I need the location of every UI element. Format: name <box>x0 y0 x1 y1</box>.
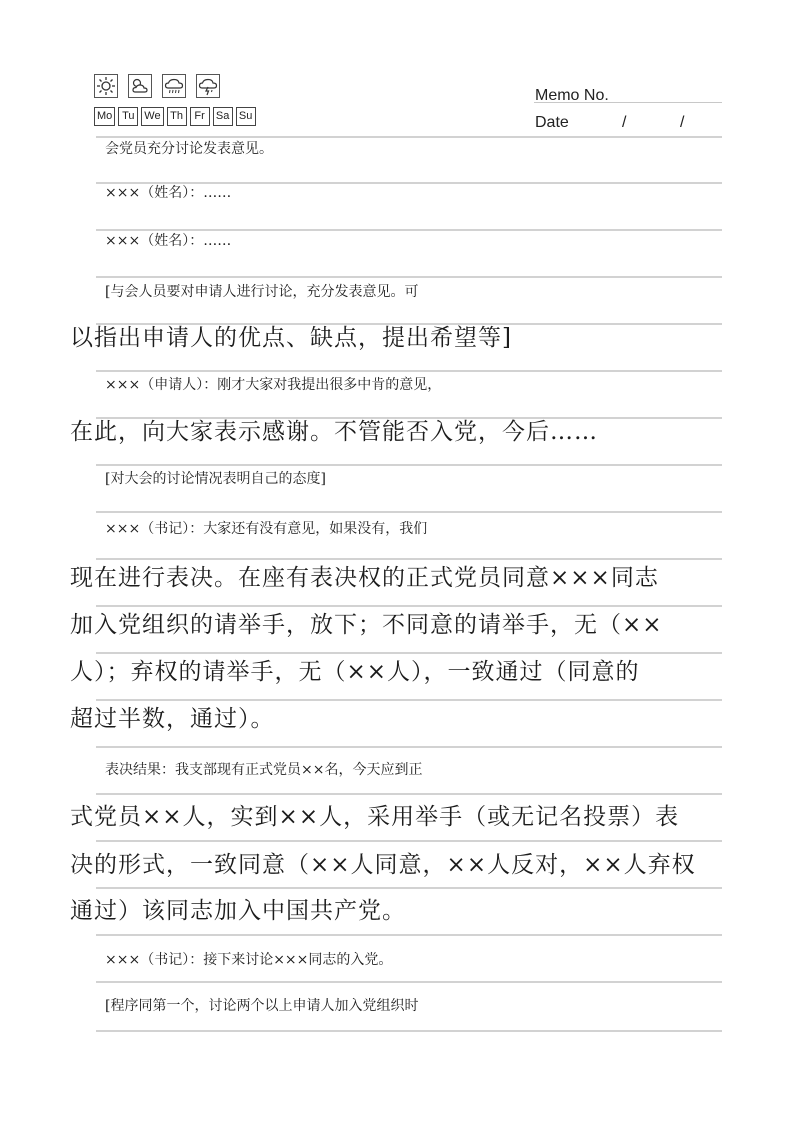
text-line-15: 式党员××人，实到××人，采用举手（或无记名投票）表 <box>70 804 680 830</box>
date-separator: / <box>622 114 627 131</box>
ruled-line <box>96 511 722 513</box>
ruled-line <box>96 558 722 560</box>
text-line-5: 以指出申请人的优点、缺点，提出希望等] <box>70 325 512 351</box>
ruled-line <box>96 605 722 607</box>
text-line-3: ×××（姓名）：…… <box>105 233 232 249</box>
text-line-7: 在此，向大家表示感谢。不管能否入党，今后…… <box>70 419 598 445</box>
ruled-line <box>96 934 722 936</box>
day-th[interactable]: Th <box>167 107 187 126</box>
day-su[interactable]: Su <box>236 107 256 126</box>
thunderstorm-icon <box>196 74 220 98</box>
text-line-16: 决的形式，一致同意（××人同意，××人反对，××人弃权 <box>70 852 696 878</box>
day-tu[interactable]: Tu <box>118 107 138 126</box>
text-line-13: 超过半数，通过）。 <box>70 706 275 732</box>
day-fr[interactable]: Fr <box>190 107 210 126</box>
rain-icon <box>162 74 186 98</box>
text-line-12: 人）；弃权的请举手，无（××人），一致通过（同意的 <box>70 659 640 685</box>
text-line-19: [程序同第一个，讨论两个以上申请人加入党组织时 <box>105 998 419 1014</box>
sun-icon <box>94 74 118 98</box>
memo-no-line <box>534 102 722 103</box>
text-line-14: 表决结果：我支部现有正式党员××名，今天应到正 <box>105 762 423 778</box>
memo-no-label: Memo No. <box>535 87 609 104</box>
day-mo[interactable]: Mo <box>94 107 115 126</box>
text-line-8: [对大会的讨论情况表明自己的态度] <box>105 471 326 487</box>
day-we[interactable]: We <box>141 107 163 126</box>
partly-cloudy-icon <box>128 74 152 98</box>
ruled-line <box>96 887 722 889</box>
ruled-line <box>96 746 722 748</box>
text-line-18: ×××（书记）：接下来讨论×××同志的入党。 <box>105 952 393 968</box>
text-line-10: 现在进行表决。在座有表决权的正式党员同意×××同志 <box>70 565 659 591</box>
ruled-line <box>96 840 722 842</box>
text-line-6: ×××（申请人）：刚才大家对我提出很多中肯的意见， <box>105 377 442 393</box>
ruled-line <box>96 652 722 654</box>
ruled-line <box>96 981 722 983</box>
date-label: Date <box>535 114 569 131</box>
text-line-9: ×××（书记）：大家还有没有意见，如果没有，我们 <box>105 521 428 537</box>
text-line-11: 加入党组织的请举手，放下；不同意的请举手，无（×× <box>70 612 663 638</box>
date-separator: / <box>680 114 685 131</box>
weather-icons <box>94 74 220 98</box>
ruled-line <box>96 699 722 701</box>
text-line-2: ×××（姓名）：…… <box>105 185 232 201</box>
ruled-line <box>96 1030 722 1032</box>
day-sa[interactable]: Sa <box>213 107 233 126</box>
ruled-line <box>96 793 722 795</box>
text-line-17: 通过）该同志加入中国共产党。 <box>70 898 406 924</box>
text-line-4: [与会人员要对申请人进行讨论，充分发表意见。可 <box>105 284 419 300</box>
weekday-selector <box>94 107 256 126</box>
text-line-1: 会党员充分讨论发表意见。 <box>105 141 273 157</box>
